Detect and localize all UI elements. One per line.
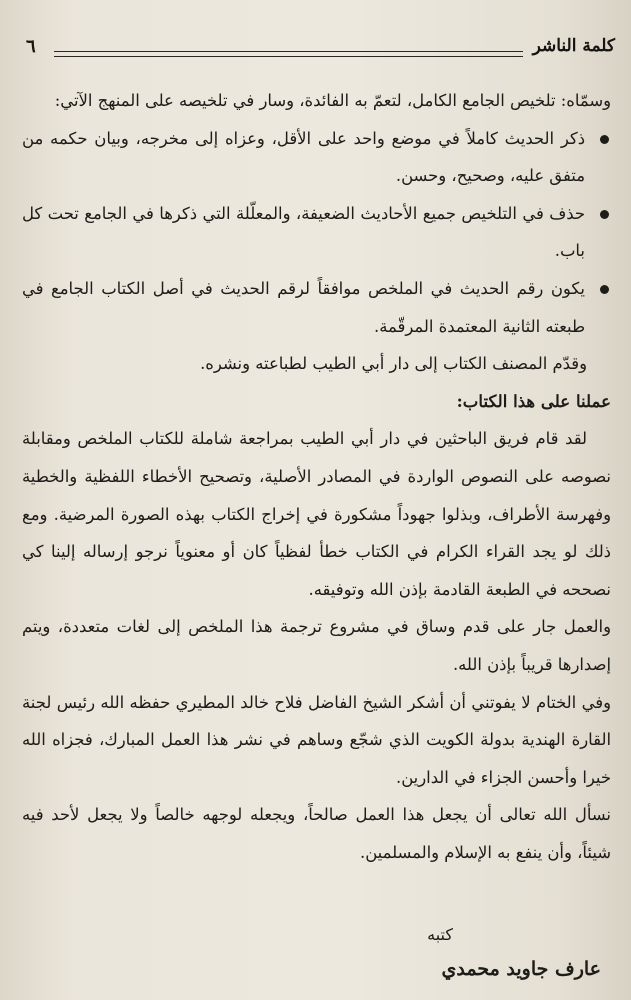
method-item-text: يكون رقم الحديث في الملخص موافقاً لرقم الحديث في أصل الكتاب الجامع في طبعته الثانية المعتمدة المرقّمة.	[22, 278, 585, 336]
bullet-dot-icon	[600, 210, 609, 219]
prayer-paragraph: نسأل الله تعالى أن يجعل هذا العمل صالحاً، ويجعله لوجهه خالصاً ولا يجعل لأحد فيه شيئاً، وأن ينفع به الإسلام والمسلمين.	[22, 805, 611, 862]
page-content	[22, 82, 611, 871]
work-paragraph: لقد قام فريق الباحثين في دار أبي الطيب بمراجعة شاملة للكتاب الملخص ومقابلة نصوصه على النصوص الواردة في المصادر الأصلية، وتصحيح الأخطاء اللفظية والخطية وفهرسة الأطراف، وبذلوا جهوداً مشكورة في إخراج الكتاب بهذه الصورة المرضية. ومع ذلك لو يجد القراء الكرام في الكتاب خطأ لفظياً كان أو معنوياً نرجو إرساله إلينا كي نصححه في الطبعة القادمة بإذن الله وتوفيقه.	[22, 429, 611, 599]
method-item-3	[22, 270, 611, 345]
page-header	[18, 36, 615, 70]
header-title: كلمة الناشر	[532, 36, 615, 56]
presented-paragraph: وقدّم المصنف الكتاب إلى دار أبي الطيب لطباعته ونشره.	[200, 354, 587, 374]
section-heading: عملنا على هذا الكتاب:	[456, 390, 611, 411]
method-item-text: ذكر الحديث كاملاً في موضع واحد على الأقل، وعزاه إلى مخرجه، وبيان حكمه من متفق عليه، وصحيح، وحسن.	[22, 128, 585, 186]
method-item-text: حذف في التلخيص جميع الأحاديث الضعيفة، والمعلّلة التي ذكرها في الجامع تحت كل باب.	[22, 203, 585, 261]
method-item-2	[22, 195, 611, 270]
bullet-dot-icon	[600, 285, 609, 294]
translation-paragraph: والعمل جار على قدم وساق في مشروع ترجمة هذا الملخص إلى لغات متعددة، ويتم إصدارها قريباً بإذن الله.	[22, 617, 611, 674]
intro-paragraph: وسمّاه: تلخيص الجامع الكامل، لتعمّ به الفائدة، وسار في تلخيصه على المنهج الآتي:	[54, 91, 611, 110]
signature-name: عارف جاويد محمدي	[441, 958, 601, 980]
method-item-1	[22, 120, 611, 195]
method-list	[22, 120, 611, 346]
signature-block	[341, 925, 601, 995]
bullet-dot-icon	[600, 135, 609, 144]
thanks-paragraph: وفي الختام لا يفوتني أن أشكر الشيخ الفاضل فلاح خالد المطيري حفظه الله رئيس لجنة القارة الهندية بدولة الكويت الذي شجّع وساهم في نشر هذا العمل المبارك، فجزاه الله خيرا وأحسن الجزاء في الدارين.	[22, 692, 611, 787]
page-number: ٦	[26, 36, 36, 57]
header-rule	[54, 51, 523, 52]
header-rule-second	[54, 56, 523, 57]
signature-label: كتبه	[427, 925, 453, 944]
